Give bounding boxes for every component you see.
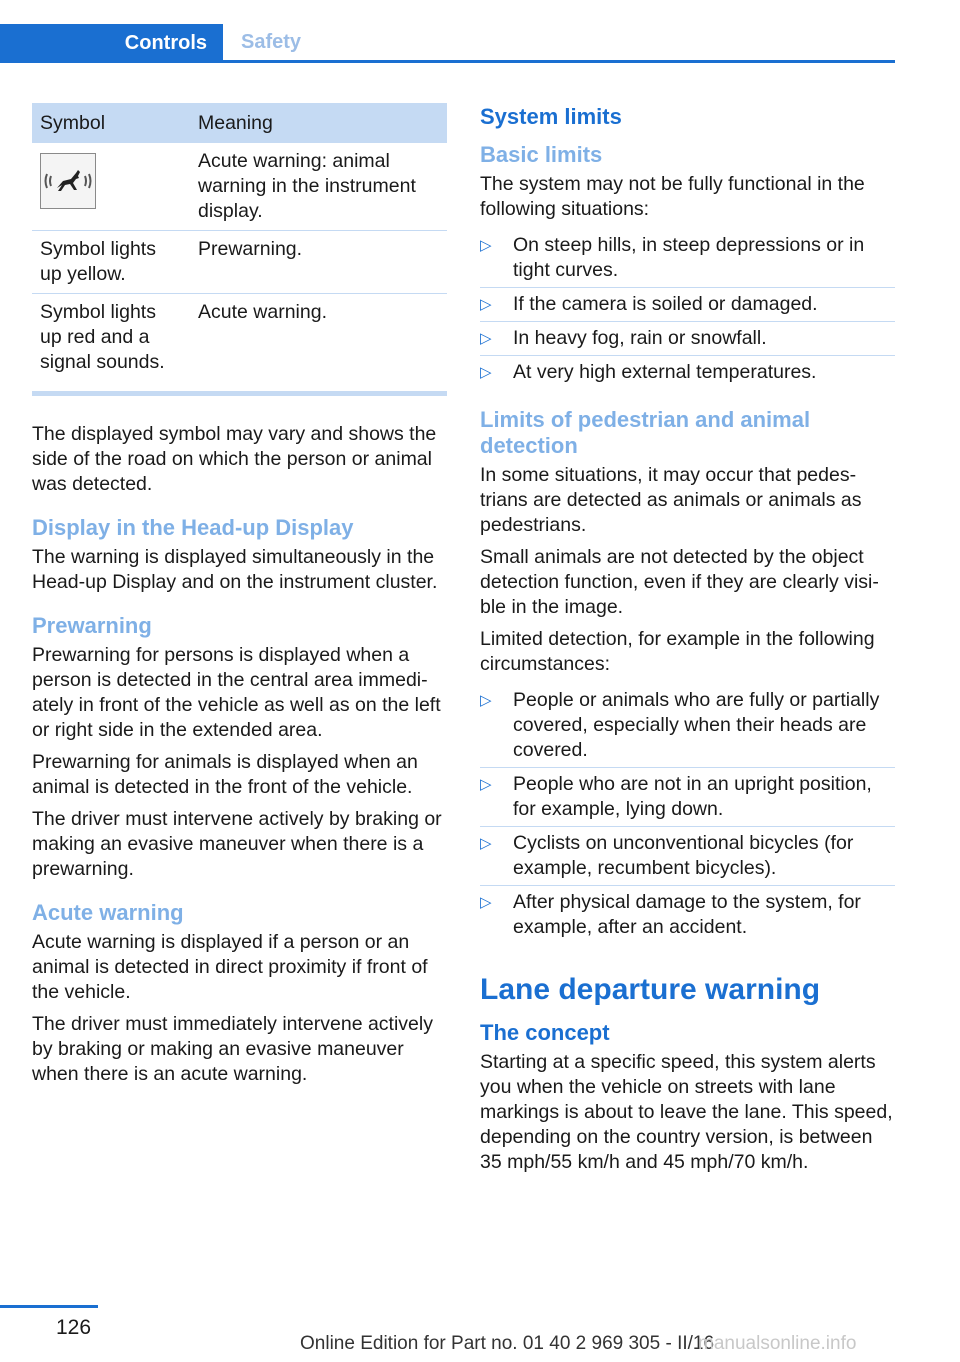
list-item: ▷ People or animals who are fully or partially covered, especially when their heads are covered. <box>480 684 895 768</box>
header-bar <box>0 0 960 64</box>
watermark: manualsonline.info <box>698 1333 857 1354</box>
page-number: 126 <box>56 1316 92 1339</box>
bullet-triangle-icon: ▷ <box>480 894 492 911</box>
list-item: ▷ In heavy fog, rain or snowfall. <box>480 322 895 356</box>
bullet-triangle-icon: ▷ <box>480 776 492 793</box>
symbol-table <box>32 103 447 396</box>
paragraph: The driver must intervene actively by braking or making an evasive maneuver when there is a prewarning. <box>32 808 442 880</box>
table-header-symbol: Symbol <box>32 103 190 143</box>
footer-divider <box>0 1305 98 1308</box>
table-cell-meaning: Prewarning. <box>190 231 447 294</box>
paragraph: Starting at a specific speed, this system alerts you when the vehicle on streets with lane markings is about to leave the lane. This speed, depending on the country version, is between 35 mph/55 km/h and 45 mph/70 km/h. <box>480 1051 893 1173</box>
list-item: ▷ After physical damage to the system, for example, after an accident. <box>480 891 861 938</box>
section-heading-hud: Display in the Head-up Display <box>32 515 354 540</box>
bullet-triangle-icon: ▷ <box>480 330 492 347</box>
section-heading-concept: The concept <box>480 1020 610 1045</box>
paragraph: Prewarning for persons is displayed when a person is detected in the central area immediately in front of the vehicle as well as on the left or right side in the extended area. <box>32 644 441 741</box>
bullet-triangle-icon: ▷ <box>480 835 492 852</box>
paragraph: The displayed symbol may vary and shows the side of the road on which the person or animal was detected. <box>32 423 437 495</box>
header-divider <box>0 60 895 63</box>
table-cell-symbol: Symbol lights up red and a signal sounds. <box>32 294 190 394</box>
section-heading-prewarning: Prewarning <box>32 613 152 638</box>
paragraph: The system may not be fully functional in the following situations: <box>480 173 865 220</box>
animal-warning-icon <box>40 153 96 209</box>
table-cell-symbol <box>32 143 190 231</box>
section-heading-acute-warning: Acute warning <box>32 900 184 925</box>
paragraph: The warning is displayed simultaneously in the Head-up Display and on the instrument cluster. <box>32 546 438 593</box>
table-cell-meaning: Acute warning: animal warning in the instrument display. <box>190 143 447 231</box>
table-cell-meaning: Acute warning. <box>190 294 447 394</box>
paragraph: Acute warning is displayed if a person or an animal is detected in direct proximity if front of the vehicle. <box>32 931 428 1003</box>
list-item: ▷ If the camera is soiled or damaged. <box>480 288 895 322</box>
basic-limits-list <box>480 229 895 389</box>
left-column <box>32 103 447 1094</box>
paragraph: The driver must immediately intervene actively by braking or making an evasive maneuver when there is an acute warning. <box>32 1013 433 1085</box>
list-item: ▷ People who are not in an upright position, for example, lying down. <box>480 768 895 827</box>
table-cell-symbol: Symbol lights up yellow. <box>32 231 190 294</box>
table-row <box>32 231 447 294</box>
right-column <box>480 100 895 1182</box>
list-item: ▷ On steep hills, in steep depressions or in tight curves. <box>480 229 895 288</box>
bullet-triangle-icon: ▷ <box>480 364 492 381</box>
tab-controls[interactable]: Controls <box>0 24 223 63</box>
bullet-triangle-icon: ▷ <box>480 692 492 709</box>
list-item: ▷ At very high external temperatures. <box>480 361 817 383</box>
list-item: ▷ Cyclists on unconventional bicycles (for example, recumbent bicycles). <box>480 827 895 886</box>
paragraph: In some situations, it may occur that pedestrians are detected as animals or animals as pedestrians. <box>480 464 862 536</box>
table-row <box>32 143 447 231</box>
paragraph: Small animals are not detected by the object detection function, even if they are clearly visible in the image. <box>480 546 879 618</box>
tab-safety[interactable]: Safety <box>241 30 302 53</box>
section-heading-basic-limits: Basic limits <box>480 142 603 167</box>
bullet-triangle-icon: ▷ <box>480 237 492 254</box>
paragraph: Prewarning for animals is displayed when an animal is detected in the front of the vehicle. <box>32 751 418 798</box>
paragraph: Limited detection, for example in the following circumstances: <box>480 628 875 675</box>
table-header-meaning: Meaning <box>190 103 447 143</box>
section-heading-detection-limits: Limits of pedestrian and animal detection <box>480 407 811 458</box>
section-heading-system-limits: System limits <box>480 104 622 129</box>
table-row <box>32 294 447 394</box>
edition-text: Online Edition for Part no. 01 40 2 969 305 - II/16 <box>300 1333 715 1354</box>
detection-limits-list <box>480 684 895 944</box>
bullet-triangle-icon: ▷ <box>480 296 492 313</box>
chapter-heading-lane-departure: Lane departure warning <box>480 973 821 1006</box>
